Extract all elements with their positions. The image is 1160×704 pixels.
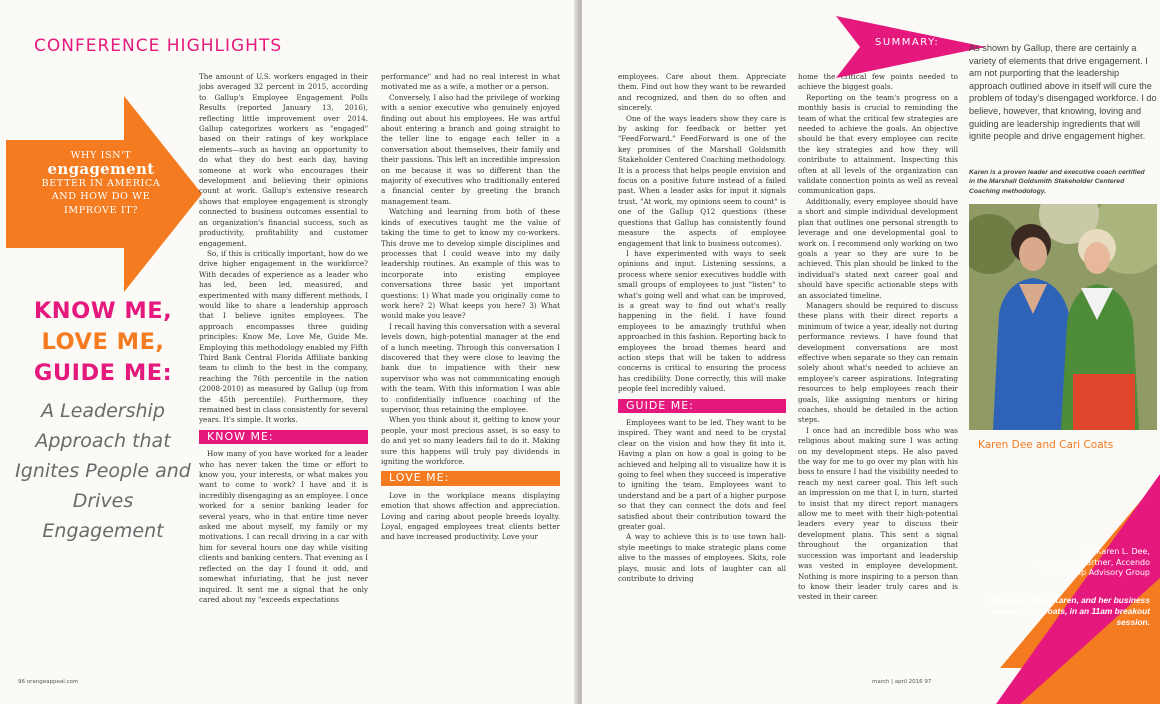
- question-emphasis: engagement: [47, 160, 155, 179]
- summary-text: As shown by Gallup, there are certainly a variety of elements that drive engagement. I am not purporting that the leadership approach outlined above in itself will cure the problem of today's disengaged workforce. I do believe, however, that knowing, loving and guiding are leadership ingredients that will ignite people and drive engagement higher.: [969, 43, 1157, 142]
- paragraph: performance" and had no real interest in what motivated me as a wife, a mother or a person.: [381, 72, 560, 92]
- paragraph: The amount of U.S. workers engaged in their jobs averaged 32 percent in 2015, according to Gallup's Employee Engagement Polls Results (reported January 13, 2016), reflecting little improvement over 2014. Gallup categorizes workers as "engaged" based on their ratings of key workplace elements—such as having an opportunity to do what they do best each day, having someone at work who encourages their development and believing their opinions count at work. Gallup's extensive research shows that employee engagement is strongly connected to business outcomes essential to an organization's financial success, such as productivity, profitability and customer engagement.: [199, 72, 368, 248]
- folio-right: march | april 2016 97: [872, 679, 932, 685]
- paragraph: I once had an incredible boss who was religious about making sure I was acting on my development steps. He also paved the way for me to go over my plan with his boss to ensure I had the visibility needed to reach my next career goal. This left such an impression on me that I, in turn, started to insist that my direct report managers allow me to meet with their high-potential leaders every year to discuss their development plans. This sent a signal throughout the organization that succession was important and leadership was vested in employee development. Nothing is more inspiring to a person than to know their leader truly cares and is vested in their career.: [798, 425, 958, 602]
- article-column-2: [381, 72, 560, 543]
- paragraph: One of the ways leaders show they care is by asking for feedback or better yet "FeedForward." FeedForward is one of the key promises of the Marshall Goldsmith Stakeholder Centered Coaching methodology. It is a process that helps people envision and focus on a positive future instead of a failed past. When a leader asks for input it signals trust. "At work, my opinions seem to count" is one of the Gallup Q12 questions (these questions that Gallup has consistently found measure the aspects of employee engagement that link to business outcomes).: [618, 113, 786, 248]
- right-page: [582, 0, 1160, 704]
- guide-me-heading: GUIDE ME:: [618, 399, 786, 413]
- folio-left: 96 orangeappeal.com: [18, 679, 79, 685]
- question-line-4: AND HOW DO WE: [51, 191, 151, 203]
- paragraph: Conversely, I also had the privilege of working with a senior executive who genuinely enjoyed finding out about his employees. He was artful about entering a branch and going straight to the teller line to engage each teller in a conversation about themselves, their family and their passions. This left an incredible impression on me because it was so different than the majority of executives who traditionally entered a financial center by greeting the branch management team.: [381, 92, 560, 206]
- summary-label: SUMMARY:: [875, 37, 940, 48]
- question-line-5: IMPROVE IT?: [64, 204, 138, 216]
- byline-line-3: Leadership Advisory Group: [1042, 568, 1150, 577]
- article-column-1: [199, 72, 368, 605]
- left-page: [0, 0, 578, 704]
- paragraph: So, if this is critically important, how do we drive higher engagement in the workforce? With decades of experience as a leader who has led, been led, measured, and experimented with many different methods, I would like to share a leadership approach that I believe ignites employees. The approach encompasses three guiding principles: Know Me, Love Me, Guide Me. Employing this methodology enabled my Fifth Third Bank Central Florida Affiliate banking team to climb to the best in the company, reaching the 76th percentile in the nation (2008-2010) as measured by Gallup (up from the 45th percentile). Furthermore, they remained best in class consistently for several years. It's simple. It works.: [199, 248, 369, 425]
- paragraph: Managers should be required to discuss these plans with their direct reports a minimum of twice a year, ideally not during performance reviews. I have found that development conversations are most effective when separate so they can remain solely about what's needed to achieve an employee's career aspirations. Integrating resources to help employees reach their goals, like assigning mentors or hiring coaches, should be detailed in the action steps.: [798, 300, 958, 425]
- paragraph: Watching and learning from both of these kinds of executives taught me the value of taking the time to get to know my co-workers. This drove me to develop simple disciplines and processes that I could weave into my daily leadership routines. An example of this was to incorporate into existing employee conversations three basic yet important questions: 1) What made you originally come to work here? 2) What keeps you here? 3) What would make you leave?: [381, 207, 560, 321]
- paragraph: I recall having this conversation with a several levels down, high-potential manager at the end of a lunch meeting. Through this conversation I discovered that they were close to leaving the bank due to impatience with their new supervisor who was not communicating enough with the team. With this information I was able to confidentially influence coaching of the supervisor, thus retaining the employee.: [381, 321, 560, 414]
- paragraph: home the critical few points needed to achieve the biggest goals.: [798, 72, 958, 92]
- article-column-3: [618, 72, 786, 585]
- section-title: CONFERENCE HIGHLIGHTS: [34, 36, 283, 56]
- paragraph: I have experimented with ways to seek opinions and input. Listening sessions, a process where senior executives huddle with small groups of employees to just "listen" to what's going well and what can be improved, is a great way to find out what's really happening in the field. I have found employees to be amazingly truthful when approached in this fashion. Reporting back to employees the broad themes heard and action steps that will be taken to address concerns is critical to ensuring the process has credibility. Done correctly, this will make people feel incredibly valued.: [618, 248, 786, 394]
- photo-caption: Karen Dee and Cari Coats: [978, 439, 1114, 451]
- headline-line-2: LOVE ME,: [41, 329, 165, 355]
- question-line-1: WHY ISN'T: [70, 150, 132, 161]
- byline-line-1: by Karen L. Dee,: [1083, 547, 1150, 556]
- headline-line-3: GUIDE ME:: [33, 360, 173, 386]
- question-callout: [28, 149, 174, 217]
- paragraph: Employees want to be led. They want to be inspired. They want and need to be crystal clear on the vision and how they fit into it. Having a plan on how a goal is going to be achieved and helping all to visualize how it is going to feel when they succeed is imperative to igniting the team. Employees want to understand and be a part of a higher purpose so that they can connect the dots and feel satisfied about their contribution toward the greater goal.: [618, 418, 786, 532]
- paragraph: Reporting on the team's progress on a monthly basis is crucial to reminding the team of what the critical few strategies are needed to achieve the goals. An objective should be that every employee can recite the key strategies and how they will contribute to attainment. Inspecting this often at all levels of the organization can validate connection points as well as reveal communication gaps.: [798, 92, 958, 196]
- paragraph: A way to achieve this is to use town hall-style meetings to make strategic plans come alive to the masses of employees. Skits, role plays, music and lots of laughter can all contribute to driving: [618, 532, 786, 584]
- byline-line-2: managing partner, Accendo: [1038, 557, 1150, 567]
- headline: [14, 296, 192, 389]
- author-byline: [998, 547, 1150, 579]
- know-me-heading: KNOW ME:: [199, 430, 368, 444]
- session-callout: Hear more from Karen, and her business partner Cari Coats, in an 11am breakout session.: [988, 595, 1150, 627]
- article-column-4: [798, 72, 958, 603]
- author-bio: Karen is a proven leader and executive coach certified in the Marshall Goldsmith Stakeholder Centered Coaching methodology.: [969, 169, 1145, 195]
- paragraph: Additionally, every employee should have a short and simple individual development plan that outlines one personal strength to leverage and one developmental goal to work on. I recommend only working on two goals a year so they are sure to be achieved. This plan should be linked to the individual's stated next career goal and should have specific actionable steps with an associated timeline.: [798, 196, 958, 300]
- paragraph: How many of you have worked for a leader who has never taken the time or effort to know you, your interests, or what makes you want to come to work? I have and it is incredibly disengaging as an employee. I once worked for a senior banking leader for several years, who in that entire time never asked me about myself, my family or my motivations. I can recall driving in a car with him for several hours one day while visiting clients and banking centers. That evening as I reflected on the day I found it odd, and somewhat infuriating, that he just never inquired. It sent me a signal that he only cared about my "exceeds expectations: [199, 449, 368, 604]
- headline-line-1: KNOW ME,: [33, 298, 173, 324]
- paragraph: employees. Care about them. Appreciate them. Find out how they want to be rewarded and recognized, and then do so often and sincerely.: [618, 72, 786, 113]
- love-me-heading: LOVE ME:: [381, 471, 560, 485]
- question-line-3: BETTER IN AMERICA: [41, 178, 161, 190]
- paragraph: Love in the workplace means displaying emotion that shows affection and appreciation. Loving and caring about people breeds loyalty. Loyal, engaged employees treat clients better and have increased productivity. Love your: [381, 490, 560, 542]
- paragraph: When you think about it, getting to know your people, your most precious asset, is so easy to do and yet so many leaders fail to do it. Making sure this happens will truly pay dividends in igniting the workforce.: [381, 415, 560, 467]
- subheadline: A Leadership Approach that Ignites People and Drives Engagement: [15, 400, 191, 542]
- author-photo: [969, 204, 1157, 430]
